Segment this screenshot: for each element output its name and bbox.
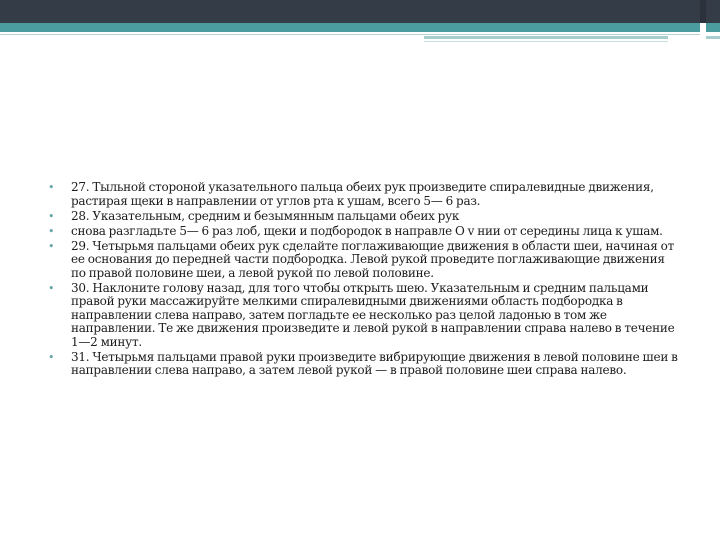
- bullet-icon: •: [48, 281, 55, 295]
- header-dark-band: [0, 0, 720, 23]
- header-teal-band: [0, 23, 720, 32]
- list-item-text: снова разгладьте 5— 6 раз лоб, щеки и подбородок в направле О v нии от середины лица к ушам.: [71, 223, 663, 238]
- list-item-text: 31. Четырьмя пальцами правой руки произведите вибрирующие движения в левой половине шеи в направлении слева направо, а затем левой рукой — в правой половине шеи справа налево.: [71, 349, 678, 377]
- list-item: [48, 225, 680, 239]
- bullet-icon: •: [48, 350, 55, 364]
- slide-body: [48, 181, 680, 379]
- list-item: [48, 210, 680, 224]
- bullet-icon: •: [48, 209, 55, 223]
- header-notch-dark: [700, 0, 706, 23]
- bullet-icon: •: [48, 239, 55, 253]
- header-accent-bar: [424, 36, 668, 39]
- list-item: [48, 240, 680, 281]
- list-item: [48, 282, 680, 350]
- bullet-icon: •: [48, 181, 55, 194]
- list-item-text: 29. Четырьмя пальцами обеих рук сделайте поглаживающие движения в области шеи, начиная от ее основания до передней части подбородка. Левой рукой проведите поглаживающие движения по правой половине шеи, а левой рукой по левой половине.: [71, 238, 674, 280]
- list-item-text: 27. Тыльной стороной указательного пальца обеих рук произведите спиралевидные движения, растирая щеки в направлении от углов рта к ушам, всего 5— 6 раз.: [71, 180, 654, 208]
- header-accent-bar-right: [706, 36, 720, 39]
- bullet-icon: •: [48, 224, 55, 238]
- list-item: [48, 181, 680, 208]
- list-item: [48, 351, 680, 378]
- bullet-list: [48, 181, 680, 378]
- header-thin-line: [424, 41, 668, 42]
- list-item-text: 28. Указательным, средним и безымянным пальцами обеих рук: [71, 208, 460, 223]
- list-item-text: 30. Наклоните голову назад, для того чтобы открыть шею. Указательным и средним пальцами правой руки массажируйте мелкими спиралевидными движениями область подбородка в направлении слева направо, затем погладьте ее несколько раз целой ладонью в том же направлении. Те же движения произведите и левой рукой в направлении справа налево в течение 1—2 минут.: [71, 280, 675, 349]
- header-divider-line: [0, 34, 700, 35]
